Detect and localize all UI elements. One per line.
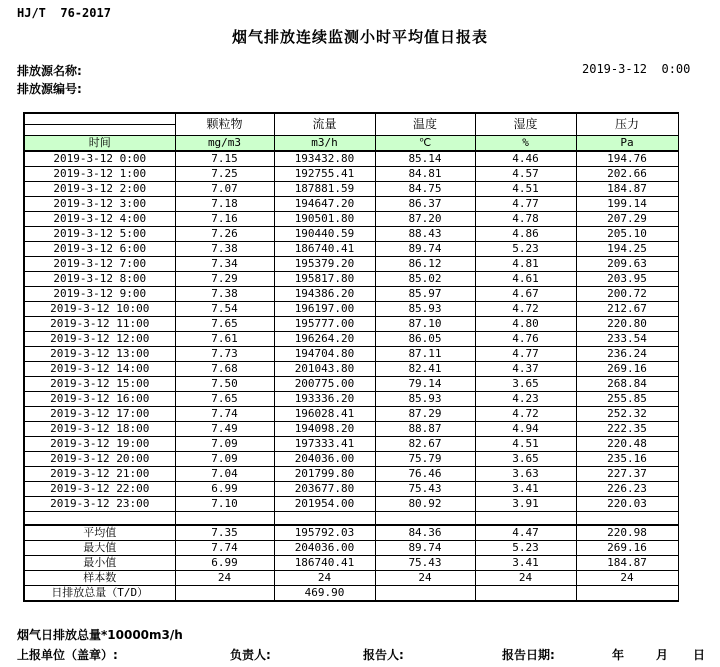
- row-value: 4.61: [475, 272, 576, 287]
- summary-value: 269.16: [576, 541, 678, 556]
- row-value: 4.51: [475, 437, 576, 452]
- row-value: 268.84: [576, 377, 678, 392]
- row-value: 196197.00: [274, 302, 375, 317]
- row-time: 2019-3-12 10:00: [24, 302, 175, 317]
- row-value: 4.81: [475, 257, 576, 272]
- report-datetime: 2019-3-12 0:00: [582, 62, 691, 76]
- row-value: 4.37: [475, 362, 576, 377]
- row-value: 255.85: [576, 392, 678, 407]
- row-value: 4.51: [475, 182, 576, 197]
- summary-value: 204036.00: [274, 541, 375, 556]
- row-value: 7.07: [175, 182, 274, 197]
- row-value: 194.25: [576, 242, 678, 257]
- table-row: [24, 287, 678, 302]
- table-row: [24, 197, 678, 212]
- row-value: 200775.00: [274, 377, 375, 392]
- row-value: 87.11: [375, 347, 475, 362]
- row-value: 233.54: [576, 332, 678, 347]
- row-value: 7.09: [175, 452, 274, 467]
- summary-row: [24, 586, 678, 602]
- table-row: [24, 482, 678, 497]
- unit-temperature: ℃: [375, 136, 475, 152]
- row-value: 7.38: [175, 242, 274, 257]
- source-name-label: 排放源名称:: [17, 64, 82, 78]
- row-value: 85.93: [375, 302, 475, 317]
- row-time: 2019-3-12 14:00: [24, 362, 175, 377]
- row-time: 2019-3-12 7:00: [24, 257, 175, 272]
- row-value: 3.91: [475, 497, 576, 512]
- column-header-temperature: 温度: [375, 113, 475, 136]
- row-value: 5.23: [475, 242, 576, 257]
- summary-value: [576, 586, 678, 602]
- row-value: 82.67: [375, 437, 475, 452]
- row-time: 2019-3-12 12:00: [24, 332, 175, 347]
- row-time: 2019-3-12 11:00: [24, 317, 175, 332]
- row-value: 87.29: [375, 407, 475, 422]
- summary-value: [475, 586, 576, 602]
- row-value: 85.97: [375, 287, 475, 302]
- row-value: 7.16: [175, 212, 274, 227]
- row-value: 6.99: [175, 482, 274, 497]
- table-row: [24, 422, 678, 437]
- row-value: 7.15: [175, 151, 274, 167]
- row-value: 4.80: [475, 317, 576, 332]
- page-title: 烟气排放连续监测小时平均值日报表: [231, 28, 488, 46]
- summary-value: [375, 586, 475, 602]
- row-value: 186740.41: [274, 242, 375, 257]
- column-header-pressure: 压力: [576, 113, 678, 136]
- row-value: 199.14: [576, 197, 678, 212]
- spacer-cell: [24, 512, 175, 526]
- row-time: 2019-3-12 0:00: [24, 151, 175, 167]
- column-header-row: [24, 113, 678, 136]
- row-value: 85.93: [375, 392, 475, 407]
- row-value: 194704.80: [274, 347, 375, 362]
- row-value: 7.09: [175, 437, 274, 452]
- row-value: 7.54: [175, 302, 274, 317]
- corner-cell-bottom: [25, 125, 175, 135]
- row-value: 4.76: [475, 332, 576, 347]
- summary-value: 24: [475, 571, 576, 586]
- spacer-cell: [375, 512, 475, 526]
- row-value: 201043.80: [274, 362, 375, 377]
- table-row: [24, 167, 678, 182]
- column-header-flow: 流量: [274, 113, 375, 136]
- unit-flow: m3/h: [274, 136, 375, 152]
- summary-value: 24: [375, 571, 475, 586]
- table-row: [24, 302, 678, 317]
- summary-value: 89.74: [375, 541, 475, 556]
- summary-value: 186740.41: [274, 556, 375, 571]
- row-value: 195379.20: [274, 257, 375, 272]
- row-value: 7.65: [175, 317, 274, 332]
- row-value: 190440.59: [274, 227, 375, 242]
- summary-value: 195792.03: [274, 525, 375, 541]
- summary-label: 最大值: [24, 541, 175, 556]
- summary-label: 样本数: [24, 571, 175, 586]
- row-value: 84.81: [375, 167, 475, 182]
- row-value: 76.46: [375, 467, 475, 482]
- row-value: 3.63: [475, 467, 576, 482]
- row-value: 7.04: [175, 467, 274, 482]
- row-value: 194386.20: [274, 287, 375, 302]
- row-value: 7.29: [175, 272, 274, 287]
- row-value: 220.03: [576, 497, 678, 512]
- signature-row: [0, 646, 720, 664]
- source-id-label: 排放源编号:: [17, 82, 82, 96]
- row-value: 7.38: [175, 287, 274, 302]
- table-row: [24, 467, 678, 482]
- row-value: 88.43: [375, 227, 475, 242]
- row-value: 194.76: [576, 151, 678, 167]
- summary-label: 最小值: [24, 556, 175, 571]
- row-value: 212.67: [576, 302, 678, 317]
- spacer-cell: [576, 512, 678, 526]
- row-value: 4.72: [475, 407, 576, 422]
- row-value: 84.75: [375, 182, 475, 197]
- reporter-label: 报告人:: [363, 648, 404, 662]
- row-value: 7.74: [175, 407, 274, 422]
- row-value: 196028.41: [274, 407, 375, 422]
- row-value: 201799.80: [274, 467, 375, 482]
- row-value: 195817.80: [274, 272, 375, 287]
- row-value: 4.46: [475, 151, 576, 167]
- table-row: [24, 407, 678, 422]
- time-header: 时间: [24, 136, 175, 152]
- row-value: 7.68: [175, 362, 274, 377]
- table-row: [24, 227, 678, 242]
- row-value: 7.25: [175, 167, 274, 182]
- corner-cell: [24, 113, 175, 136]
- row-value: 80.92: [375, 497, 475, 512]
- summary-value: 75.43: [375, 556, 475, 571]
- row-value: 7.10: [175, 497, 274, 512]
- spacer-cell: [274, 512, 375, 526]
- row-value: 87.20: [375, 212, 475, 227]
- row-time: 2019-3-12 9:00: [24, 287, 175, 302]
- table-row: [24, 257, 678, 272]
- row-value: 195777.00: [274, 317, 375, 332]
- row-value: 209.63: [576, 257, 678, 272]
- table-row: [24, 362, 678, 377]
- row-value: 236.24: [576, 347, 678, 362]
- row-value: 82.41: [375, 362, 475, 377]
- summary-value: 84.36: [375, 525, 475, 541]
- summary-value: 4.47: [475, 525, 576, 541]
- row-value: 227.37: [576, 467, 678, 482]
- row-time: 2019-3-12 19:00: [24, 437, 175, 452]
- row-value: 4.57: [475, 167, 576, 182]
- summary-value: 7.74: [175, 541, 274, 556]
- row-value: 204036.00: [274, 452, 375, 467]
- summary-value: 6.99: [175, 556, 274, 571]
- row-value: 86.12: [375, 257, 475, 272]
- table-row: [24, 452, 678, 467]
- standard-code: HJ/T 76-2017: [17, 6, 111, 20]
- row-time: 2019-3-12 20:00: [24, 452, 175, 467]
- row-value: 86.37: [375, 197, 475, 212]
- row-time: 2019-3-12 2:00: [24, 182, 175, 197]
- table-row: [24, 392, 678, 407]
- row-value: 193336.20: [274, 392, 375, 407]
- row-time: 2019-3-12 1:00: [24, 167, 175, 182]
- row-value: 269.16: [576, 362, 678, 377]
- row-value: 3.65: [475, 452, 576, 467]
- row-value: 220.80: [576, 317, 678, 332]
- row-time: 2019-3-12 22:00: [24, 482, 175, 497]
- summary-value: 24: [576, 571, 678, 586]
- row-value: 194647.20: [274, 197, 375, 212]
- row-value: 3.41: [475, 482, 576, 497]
- row-time: 2019-3-12 21:00: [24, 467, 175, 482]
- row-time: 2019-3-12 3:00: [24, 197, 175, 212]
- row-value: 75.79: [375, 452, 475, 467]
- row-value: 4.77: [475, 197, 576, 212]
- summary-value: 24: [274, 571, 375, 586]
- row-time: 2019-3-12 16:00: [24, 392, 175, 407]
- summary-value: 7.35: [175, 525, 274, 541]
- row-value: 184.87: [576, 182, 678, 197]
- row-value: 7.61: [175, 332, 274, 347]
- units-header-row: [24, 136, 678, 152]
- report-unit-label: 上报单位（盖章）:: [17, 648, 118, 662]
- spacer-cell: [175, 512, 274, 526]
- column-header-humidity: 湿度: [475, 113, 576, 136]
- row-value: 235.16: [576, 452, 678, 467]
- row-time: 2019-3-12 6:00: [24, 242, 175, 257]
- row-value: 200.72: [576, 287, 678, 302]
- year-label: 年: [612, 648, 625, 662]
- table-row: [24, 151, 678, 167]
- row-value: 4.86: [475, 227, 576, 242]
- column-header-particulate: 颗粒物: [175, 113, 274, 136]
- row-time: 2019-3-12 13:00: [24, 347, 175, 362]
- summary-row: [24, 571, 678, 586]
- row-time: 2019-3-12 17:00: [24, 407, 175, 422]
- row-value: 86.05: [375, 332, 475, 347]
- row-value: 7.18: [175, 197, 274, 212]
- summary-value: 5.23: [475, 541, 576, 556]
- table-row: [24, 347, 678, 362]
- unit-pressure: Pa: [576, 136, 678, 152]
- row-value: 4.72: [475, 302, 576, 317]
- row-value: 192755.41: [274, 167, 375, 182]
- row-value: 203677.80: [274, 482, 375, 497]
- row-time: 2019-3-12 4:00: [24, 212, 175, 227]
- summary-value: 24: [175, 571, 274, 586]
- summary-label: 日排放总量（T/D）: [24, 586, 175, 602]
- manager-label: 负责人:: [230, 648, 271, 662]
- month-label: 月: [656, 648, 669, 662]
- unit-humidity: %: [475, 136, 576, 152]
- row-value: 222.35: [576, 422, 678, 437]
- row-time: 2019-3-12 15:00: [24, 377, 175, 392]
- row-time: 2019-3-12 23:00: [24, 497, 175, 512]
- day-label: 日: [693, 648, 706, 662]
- row-value: 193432.80: [274, 151, 375, 167]
- row-value: 220.48: [576, 437, 678, 452]
- row-value: 79.14: [375, 377, 475, 392]
- table-row: [24, 437, 678, 452]
- row-value: 85.14: [375, 151, 475, 167]
- row-value: 202.66: [576, 167, 678, 182]
- row-value: 197333.41: [274, 437, 375, 452]
- table-row: [24, 317, 678, 332]
- row-value: 194098.20: [274, 422, 375, 437]
- row-value: 201954.00: [274, 497, 375, 512]
- row-value: 75.43: [375, 482, 475, 497]
- row-value: 87.10: [375, 317, 475, 332]
- row-value: 85.02: [375, 272, 475, 287]
- summary-value: 3.41: [475, 556, 576, 571]
- summary-value: 469.90: [274, 586, 375, 602]
- row-value: 88.87: [375, 422, 475, 437]
- table-row: [24, 332, 678, 347]
- row-value: 7.34: [175, 257, 274, 272]
- row-time: 2019-3-12 18:00: [24, 422, 175, 437]
- unit-particulate: mg/m3: [175, 136, 274, 152]
- row-time: 2019-3-12 8:00: [24, 272, 175, 287]
- row-value: 3.65: [475, 377, 576, 392]
- table-row: [24, 272, 678, 287]
- spacer-row: [24, 512, 678, 526]
- row-value: 7.65: [175, 392, 274, 407]
- summary-value: 184.87: [576, 556, 678, 571]
- row-value: 7.50: [175, 377, 274, 392]
- row-value: 7.73: [175, 347, 274, 362]
- row-value: 7.49: [175, 422, 274, 437]
- table-row: [24, 182, 678, 197]
- row-value: 7.26: [175, 227, 274, 242]
- table-row: [24, 497, 678, 512]
- row-value: 89.74: [375, 242, 475, 257]
- report-table: [23, 112, 679, 602]
- row-value: 196264.20: [274, 332, 375, 347]
- table-row: [24, 212, 678, 227]
- summary-value: [175, 586, 274, 602]
- row-value: 207.29: [576, 212, 678, 227]
- row-value: 4.78: [475, 212, 576, 227]
- table-row: [24, 242, 678, 257]
- row-value: 4.94: [475, 422, 576, 437]
- report-date-label: 报告日期:: [502, 648, 555, 662]
- row-value: 203.95: [576, 272, 678, 287]
- row-value: 4.77: [475, 347, 576, 362]
- corner-cell-top: [25, 114, 175, 125]
- row-value: 252.32: [576, 407, 678, 422]
- row-value: 4.67: [475, 287, 576, 302]
- summary-label: 平均值: [24, 525, 175, 541]
- row-value: 226.23: [576, 482, 678, 497]
- row-value: 205.10: [576, 227, 678, 242]
- summary-row: [24, 525, 678, 541]
- total-emission-note: 烟气日排放总量*10000m3/h: [17, 628, 183, 642]
- summary-row: [24, 541, 678, 556]
- row-value: 4.23: [475, 392, 576, 407]
- row-value: 190501.80: [274, 212, 375, 227]
- summary-value: 220.98: [576, 525, 678, 541]
- spacer-cell: [475, 512, 576, 526]
- row-value: 187881.59: [274, 182, 375, 197]
- summary-row: [24, 556, 678, 571]
- table-row: [24, 377, 678, 392]
- row-time: 2019-3-12 5:00: [24, 227, 175, 242]
